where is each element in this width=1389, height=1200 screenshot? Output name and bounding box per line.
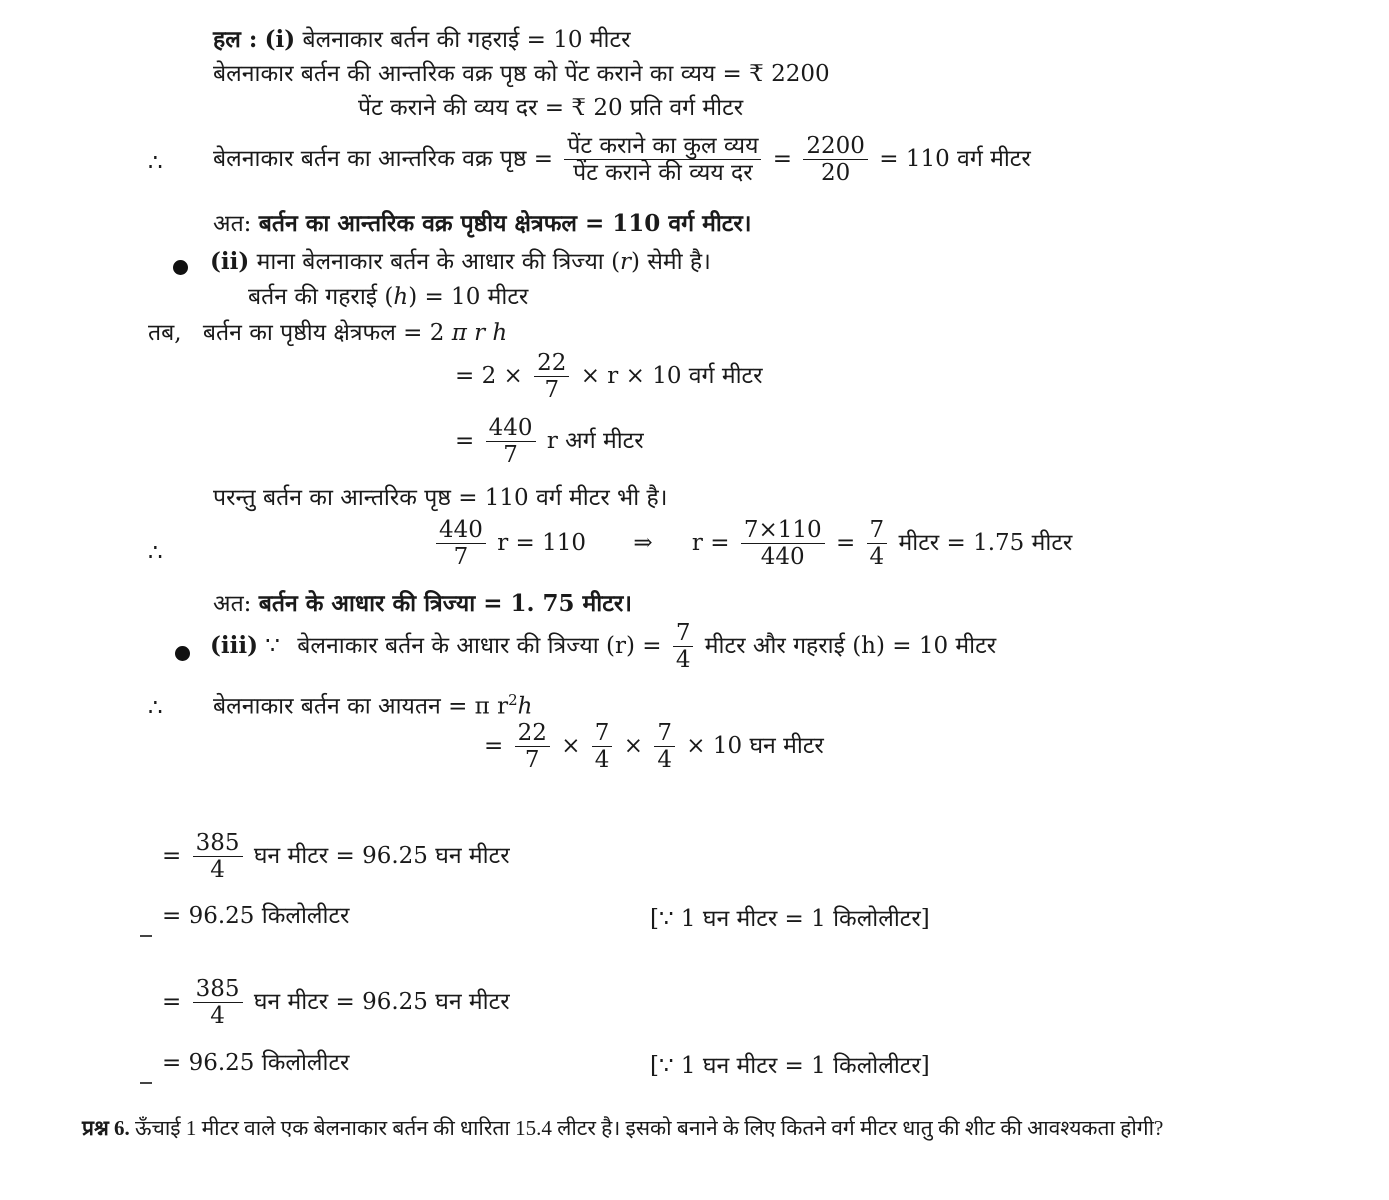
fraction-numerator: 7 (592, 720, 613, 747)
margin-mark (140, 1082, 152, 1084)
radius-prefix: r = (691, 529, 730, 556)
hence-label: अत: (213, 211, 252, 237)
conclusion-text: बर्तन का आन्तरिक वक्र पृष्ठीय क्षेत्रफल = 110 वर्ग मीटर। (258, 210, 752, 237)
radius-given-text: बेलनाकार बर्तन के आधार की त्रिज्या (r) = (297, 632, 662, 659)
step-prefix: = 2 × (455, 362, 523, 389)
equation-lhs: बेलनाकार बर्तन का आन्तरिक वक्र पृष्ठ = (213, 145, 554, 172)
step-prefix: = (455, 427, 475, 454)
fraction-denominator: 7 (453, 544, 469, 571)
solution-label: हल : (213, 26, 258, 53)
fraction-denominator: 20 (821, 160, 851, 187)
volume-formula: बेलनाकार बर्तन का आयतन = π r (213, 693, 509, 720)
fraction-denominator: 4 (210, 857, 225, 884)
fraction-denominator: 4 (657, 747, 672, 774)
simplified-line (455, 415, 644, 469)
fraction-a (515, 720, 550, 774)
fraction-denominator: पेंट कराने की व्यय दर (573, 160, 753, 187)
volume-formula-line (213, 693, 532, 719)
question-label: प्रश्न 6. (82, 1116, 130, 1140)
conclusion-line-2 (213, 592, 632, 616)
fraction-numerator: 440 (436, 517, 486, 544)
step-suffix: × r × 10 वर्ग मीटर (580, 362, 763, 389)
question-6 (82, 1114, 1312, 1143)
fraction-numerator: पेंट कराने का कुल व्यय (564, 133, 761, 160)
kilolitre-line: = 96.25 किलोलीटर (162, 1050, 350, 1076)
equals-sign: = (772, 145, 793, 172)
fraction-denominator: 7 (524, 747, 540, 774)
fraction-c (654, 720, 675, 774)
variable-r: r (620, 249, 632, 275)
assumption-text-end: ) सेमी है। (631, 249, 711, 275)
step-suffix: r अर्ग मीटर (546, 427, 644, 454)
bullet-dot (175, 646, 190, 661)
variable-h: h (393, 284, 409, 310)
part-iii-line (210, 620, 996, 674)
bullet-dot (173, 260, 188, 275)
fraction-denominator: 4 (869, 544, 885, 571)
hence-label: अत: (213, 591, 252, 617)
fraction-numerator: 7 (673, 620, 694, 647)
formula-text: बर्तन का पृष्ठीय क्षेत्रफल = 2 (202, 320, 445, 346)
therefore-symbol: ∴ (148, 150, 163, 176)
volume-value: घन मीटर = 96.25 घन मीटर (253, 842, 510, 869)
depth-given-text: मीटर और गहराई (h) = 10 मीटर (704, 632, 997, 659)
fraction-denominator: 4 (210, 1003, 225, 1030)
step-prefix: = (162, 842, 182, 869)
solution-line-1 (213, 28, 631, 52)
therefore-symbol: ∴ (148, 695, 163, 721)
volume-substitution-line (484, 720, 824, 774)
because-symbol: ∵ (265, 632, 280, 659)
fraction-numerator: 385 (193, 830, 243, 857)
fraction-denominator: 7 (544, 377, 560, 404)
simplified-radius-fraction (867, 517, 888, 571)
coefficient-fraction (486, 415, 536, 469)
implies-arrow: ⇒ (633, 529, 653, 556)
cost-fraction (564, 133, 761, 187)
fraction-denominator: 7 (503, 442, 518, 469)
fraction-numerator: 2200 (803, 133, 868, 160)
fraction-numerator: 22 (515, 720, 550, 747)
fraction-denominator: 440 (760, 544, 805, 571)
volume-value: घन मीटर = 96.25 घन मीटर (253, 988, 510, 1015)
depth-line (248, 286, 528, 309)
depth-statement: बेलनाकार बर्तन की गहराई = 10 मीटर (302, 27, 631, 53)
volume-fraction (193, 976, 243, 1030)
equation-result: = 110 वर्ग मीटर (879, 145, 1031, 172)
curved-surface-equation (213, 133, 1031, 187)
step-prefix: = (162, 988, 182, 1015)
value-fraction (803, 133, 868, 187)
step-suffix: × 10 घन मीटर (686, 732, 824, 759)
unit-conversion-note: [∵ 1 घन मीटर = 1 किलोलीटर] (650, 1053, 930, 1079)
equation-value: r = 110 (497, 529, 587, 556)
formula-variables: π r h (451, 320, 508, 346)
part-number: (i) (264, 26, 296, 53)
part-ii-line (210, 250, 711, 274)
radius-result: मीटर = 1.75 मीटर (898, 529, 1073, 556)
conclusion-text: बर्तन के आधार की त्रिज्या = 1. 75 मीटर। (258, 590, 632, 617)
equals-sign: = (835, 529, 856, 556)
times-sign: × (623, 732, 644, 759)
painting-rate-line: पेंट कराने की व्यय दर = ₹ 20 प्रति वर्ग मीटर (358, 95, 744, 121)
fraction-numerator: 7×110 (741, 517, 825, 544)
given-area-line: परन्तु बर्तन का आन्तरिक पृष्ठ = 110 वर्ग मीटर भी है। (213, 485, 668, 511)
radius-fraction (673, 620, 694, 674)
variable-h: h (517, 693, 533, 720)
fraction-numerator: 7 (654, 720, 675, 747)
surface-area-formula-line (148, 322, 507, 345)
radius-solve-line (432, 517, 1072, 571)
fraction-numerator: 7 (867, 517, 888, 544)
lhs-fraction (436, 517, 486, 571)
volume-result-line (162, 976, 510, 1030)
fraction-numerator: 385 (193, 976, 243, 1003)
depth-value: ) = 10 मीटर (408, 284, 529, 310)
fraction-b (592, 720, 613, 774)
fraction-denominator: 4 (675, 647, 691, 674)
fraction-denominator: 4 (594, 747, 610, 774)
step-prefix: = (484, 732, 504, 759)
part-number: (ii) (210, 248, 250, 275)
part-number: (iii) (210, 631, 258, 659)
times-sign: × (561, 732, 581, 759)
kilolitre-line: = 96.25 किलोलीटर (162, 903, 350, 929)
volume-fraction (193, 830, 243, 884)
then-label: तब, (148, 320, 182, 346)
radius-fraction (741, 517, 825, 571)
fraction-numerator: 440 (486, 415, 536, 442)
question-text: ऊँचाई 1 मीटर वाले एक बेलनाकार बर्तन की धारिता 15.4 लीटर है। इसको बनाने के लिए कितने वर्ग मीटर धातु की शीट की आवश्यकता होगी? (135, 1116, 1164, 1140)
exponent: 2 (508, 691, 518, 709)
margin-mark (140, 935, 152, 937)
unit-conversion-note: [∵ 1 घन मीटर = 1 किलोलीटर] (650, 906, 930, 932)
painting-cost-line: बेलनाकार बर्तन की आन्तरिक वक्र पृष्ठ को पेंट कराने का व्यय = ₹ 2200 (213, 61, 830, 87)
depth-text: बर्तन की गहराई ( (248, 284, 394, 310)
volume-result-line (162, 830, 510, 884)
substitution-line (455, 350, 763, 404)
conclusion-line-1 (213, 212, 752, 236)
assumption-text: माना बेलनाकार बर्तन के आधार की त्रिज्या ( (256, 249, 621, 275)
pi-fraction (534, 350, 569, 404)
therefore-symbol: ∴ (148, 540, 163, 566)
fraction-numerator: 22 (534, 350, 569, 377)
